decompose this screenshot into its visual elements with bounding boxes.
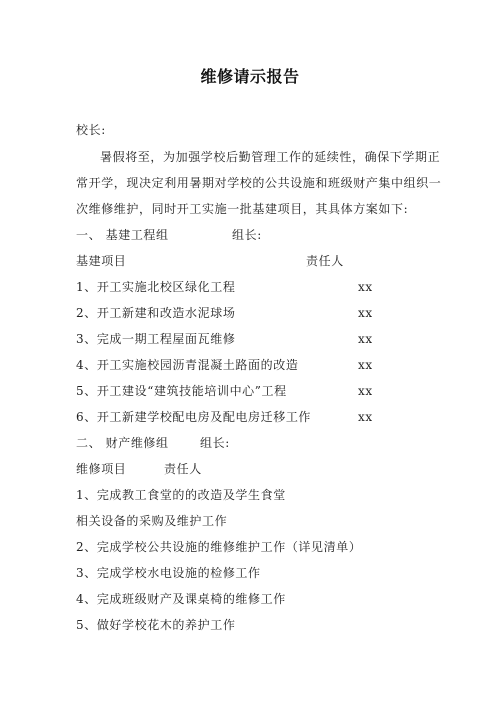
section2-col-owner: 责任人 [164, 462, 202, 476]
section2-item-4: 4、完成班级财产及课桌椅的维修工作 [76, 592, 286, 606]
section1-item-2-owner: xx [358, 306, 373, 320]
section1-col-owner: 责任人 [306, 254, 344, 268]
intro-line-2: 常开学，现决定利用暑期对学校的公共设施和班级财产集中组织一 [76, 176, 442, 190]
intro-line-1: 暑假将至，为加强学校后勤管理工作的延续性，确保下学期正 [100, 150, 441, 164]
section2-item-1-cont: 相关设备的采购及维护工作 [76, 514, 228, 528]
section1-item-5-owner: xx [358, 384, 373, 398]
section1-item-3-owner: xx [358, 332, 373, 346]
intro-line-3: 次维修维护，同时开工实施一批基建项目，其具体方案如下: [76, 202, 409, 216]
section1-item-4-owner: xx [358, 358, 373, 372]
salutation: 校长: [76, 123, 106, 137]
section1-heading: 一、 基建工程组 [76, 228, 169, 242]
section1-item-3: 3、完成一期工程屋面瓦维修 [76, 332, 236, 346]
section1-item-5: 5、开工建设“建筑技能培训中心”工程 [76, 384, 287, 398]
section2-item-1: 1、完成教工食堂的的改造及学生食堂 [76, 488, 286, 502]
section2-item-5: 5、做好学校花木的养护工作 [76, 618, 236, 632]
section1-col-project: 基建项目 [76, 254, 127, 268]
section2-item-2: 2、完成学校公共设施的维修维护工作（详见清单） [76, 540, 362, 554]
section2-leader-label: 组长: [200, 436, 230, 450]
document-title: 维修请示报告 [200, 67, 300, 86]
section2-col-project: 维修项目 [76, 462, 127, 476]
section1-item-6-owner: xx [358, 410, 373, 424]
section1-item-2: 2、开工新建和改造水泥球场 [76, 306, 236, 320]
section1-item-6: 6、开工新建学校配电房及配电房迁移工作 [76, 410, 312, 424]
section1-leader-label: 组长: [232, 228, 262, 242]
section2-heading: 二、 财产维修组 [76, 436, 169, 450]
section1-item-1: 1、开工实施北校区绿化工程 [76, 280, 236, 294]
section2-item-3: 3、完成学校水电设施的检修工作 [76, 566, 261, 580]
section1-item-4: 4、开工实施校园沥青混凝土路面的改造 [76, 358, 299, 372]
section1-item-1-owner: xx [358, 280, 373, 294]
